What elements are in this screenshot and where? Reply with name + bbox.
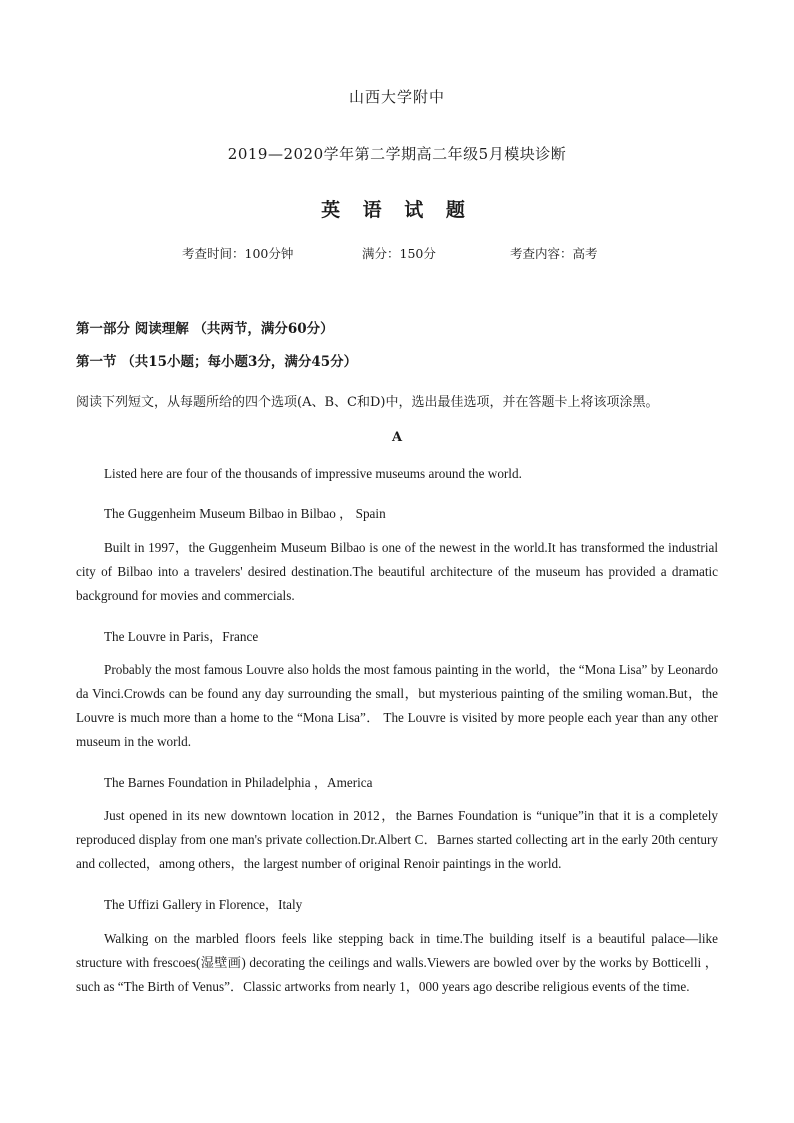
museum-description: Built in 1997，the Guggenheim Museum Bilbao is one of the newest in the world.It has transformed the industrial city of Bilbao into a travelers' desired destination.The beautiful architecture of the museum has provided a dramatic background for movies and commercials. bbox=[76, 540, 718, 603]
museum-name: The Barnes Foundation in Philadelphia ，America bbox=[104, 775, 373, 790]
museum-description: Probably the most famous Louvre also holds the most famous painting in the world，the “Mona Lisa” by Leonardo da Vinci.Crowds can be found any day surrounding the small，but mysterious painting of the smiling woman.But，the Louvre is much more than a home to the “Mona Lisa”． The Louvre is visited by more people each year than any other museum in the world. bbox=[76, 662, 718, 749]
exam-term: 2019—2020学年第二学期高二年级5月模块诊断 bbox=[227, 145, 567, 163]
museum-name: The Louvre in Paris，France bbox=[104, 629, 259, 644]
museum-description: Walking on the marbled floors feels like stepping back in time.The building itself is a beautiful palace—like structure with frescoes(湿壁画) decorating the ceilings and walls.Viewers are bowled over by the works by Botticelli ， such as “The Birth of Venus”．Classic artworks from nearly 1，000 years ago describe religious events of the time. bbox=[76, 931, 718, 994]
school-name: 山西大学附中 bbox=[348, 88, 445, 106]
section-heading: 第一节 （共15小题；每小题3分，满分45分） bbox=[76, 354, 358, 370]
exam-content: 考查内容：高考 bbox=[510, 246, 598, 261]
passage-intro: Listed here are four of the thousands of impressive museums around the world. bbox=[104, 466, 522, 481]
exam-full-score: 满分：150分 bbox=[362, 246, 436, 261]
museum-name: The Guggenheim Museum Bilbao in Bilbao ， Spain bbox=[104, 506, 386, 521]
exam-title: 英 语 试 题 bbox=[321, 199, 473, 221]
museum-name: The Uffizi Gallery in Florence，Italy bbox=[104, 897, 303, 912]
passage-letter: A bbox=[391, 430, 403, 445]
instructions: 阅读下列短文，从每题所给的四个选项(A、B、C和D)中，选出最佳选项，并在答题卡上将该项涂黑。 bbox=[76, 395, 659, 410]
museum-description: Just opened in its new downtown location in 2012，the Barnes Foundation is “unique”in that it is a completely reproduced display from one man's private collection.Dr.Albert C．Barnes started collecting art in the early 20th century and collected，among others，the largest number of original Renoir paintings in the world. bbox=[76, 808, 718, 871]
part-heading: 第一部分 阅读理解 （共两节，满分60分） bbox=[76, 321, 334, 337]
exam-time: 考查时间：100分钟 bbox=[182, 246, 294, 261]
